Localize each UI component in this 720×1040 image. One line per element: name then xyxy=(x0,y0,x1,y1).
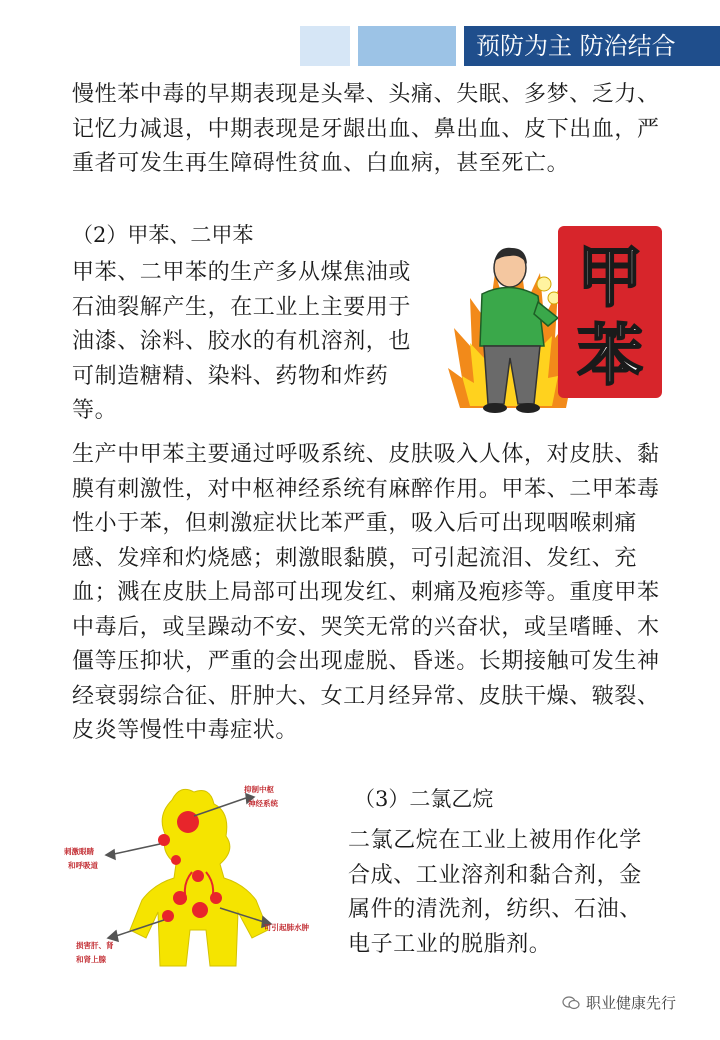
benzene-chronic-paragraph: 慢性苯中毒的早期表现是头晕、头痛、失眠、多梦、乏力、记忆力减退，中期表现是牙龈出血、鼻出血、皮下出血，严重者可发生再生障碍性贫血、白血病，甚至死亡。 xyxy=(72,82,660,176)
label-cns-1: 抑制中枢 xyxy=(244,785,274,794)
label-eyes-1: 刺激眼睛 xyxy=(64,847,94,856)
toluene-sign-char-2: 苯 xyxy=(577,317,643,394)
label-lung: 可引起肺水肿 xyxy=(264,923,309,932)
dichloroethane-intro-paragraph: 二氯乙烷在工业上被用作化学合成、工业溶剂和黏合剂，金属件的清洗剂，纺织、石油、电子工业的脱脂剂。 xyxy=(348,828,642,957)
watermark xyxy=(562,992,676,1013)
watermark-text: 职业健康先行 xyxy=(586,994,677,1012)
toluene-poisoning-illustration xyxy=(440,218,662,418)
label-liver-2: 和肾上腺 xyxy=(76,955,106,964)
header-title: 预防为主 防治结合 xyxy=(464,26,720,66)
toluene-sign-char-1: 甲 xyxy=(577,239,643,316)
dichloroethane-heading: （3）二氯乙烷 xyxy=(354,787,494,811)
dichloroethane-body-illustration xyxy=(60,780,336,970)
header-accent-mid xyxy=(358,26,456,66)
label-liver-1: 损害肝、肾 xyxy=(76,941,114,950)
header-accent-light xyxy=(300,26,350,66)
toluene-heading: （2）甲苯、二甲苯 xyxy=(72,223,254,247)
label-cns-2: 神经系统 xyxy=(248,799,278,808)
label-eyes-2: 和呼吸道 xyxy=(68,861,98,870)
toluene-effects-paragraph: 生产中甲苯主要通过呼吸系统、皮肤吸入人体，对皮肤、黏膜有刺激性，对中枢神经系统有麻醉作用。甲苯、二甲苯毒性小于苯，但刺激症状比苯严重，吸入后可出现咽喉刺痛感、发痒和灼烧感；刺激眼黏膜，可引起流泪、发红、充血；溅在皮肤上局部可出现发红、刺痛及疱疹等。重度甲苯中毒后，或呈躁动不安、哭笑无常的兴奋状，或呈嗜睡、木僵等压抑状，严重的会出现虚脱、昏迷。长期接触可发生神经衰弱综合征、肝肿大、女工月经异常、皮肤干燥、皲裂、皮炎等慢性中毒症状。 xyxy=(72,442,660,743)
toluene-intro-paragraph: 甲苯、二甲苯的生产多从煤焦油或石油裂解产生，在工业上主要用于油漆、涂料、胶水的有机溶剂，也可制造糖精、染料、药物和炸药等。 xyxy=(72,260,412,423)
chat-bubble-icon xyxy=(562,996,580,1010)
